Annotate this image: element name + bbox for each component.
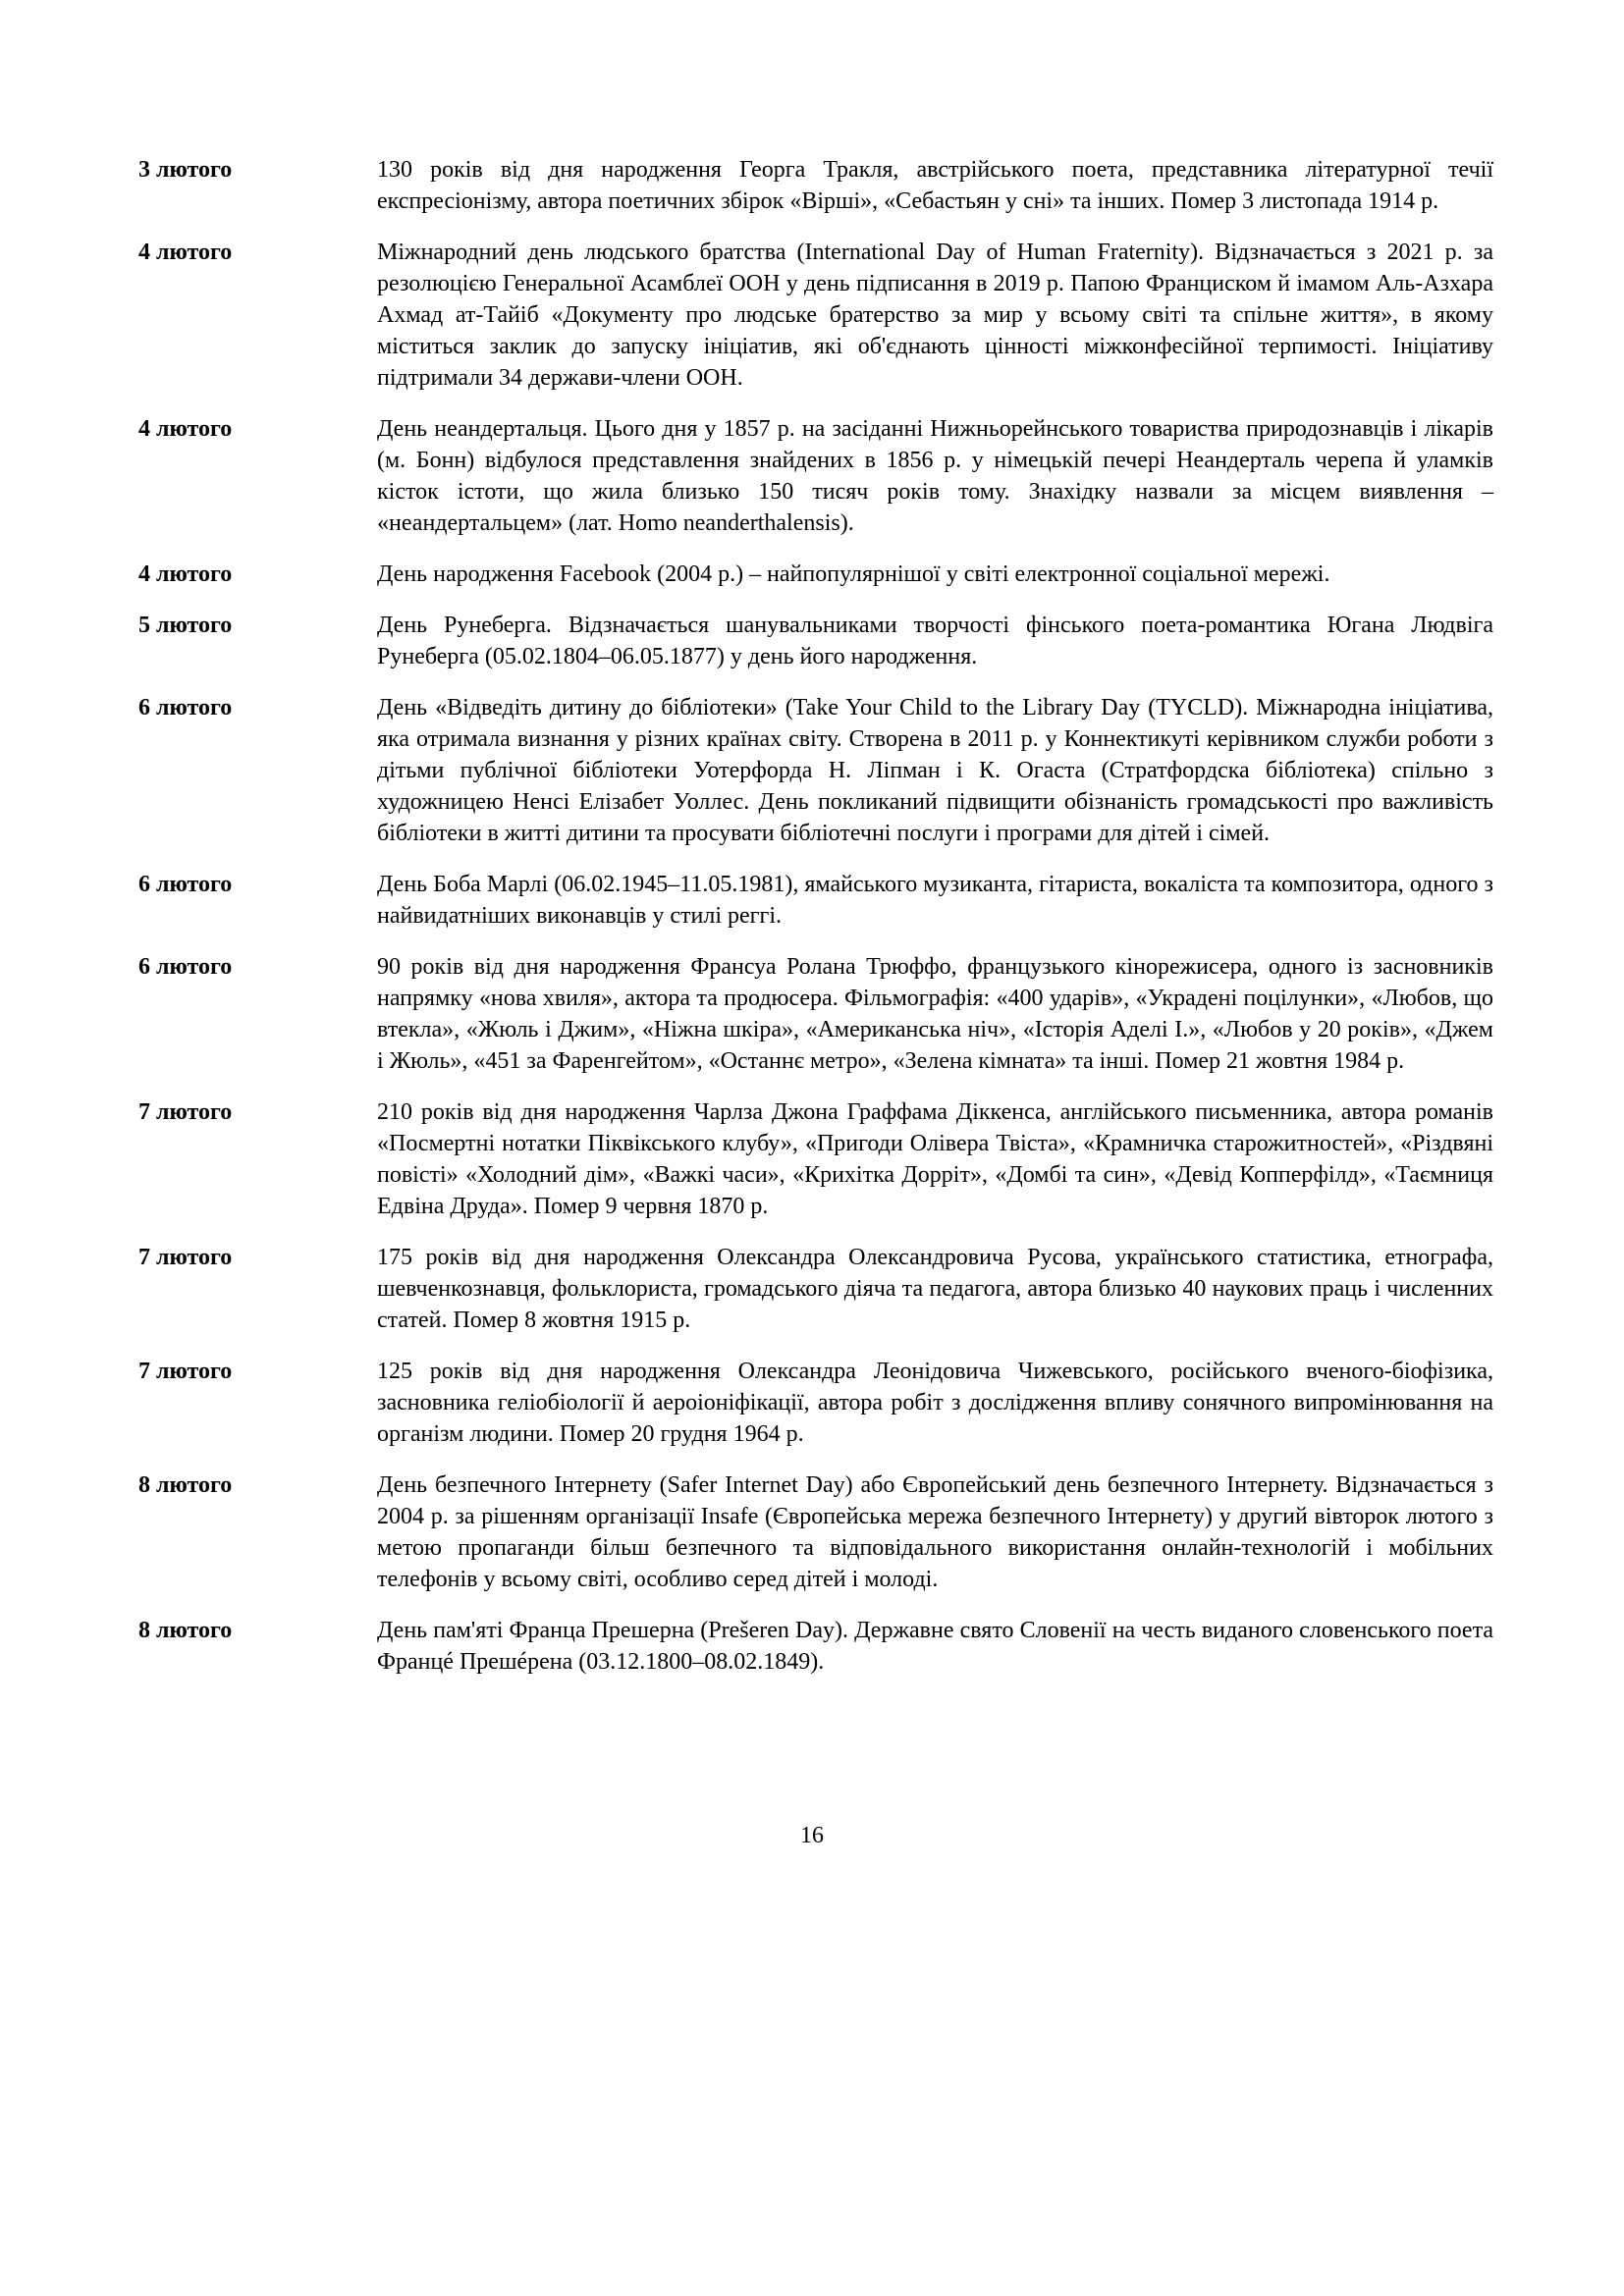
page-number: 16 [800, 1823, 824, 1848]
calendar-entry [138, 237, 1493, 394]
entry-text: День народження Facebook (2004 р.) – найпопулярнішої у світі електронної соціальної мережі. [377, 561, 1330, 587]
calendar-entry [138, 559, 1493, 590]
calendar-entry [138, 1242, 1493, 1336]
entry-date: 6 лютого [138, 695, 233, 721]
entry-text: 130 років від дня народження Георга Тракля, австрійського поета, представника літературної течії експресіонізму, автора поетичних збірок «Вірші», «Себастьян у сні» та інших. Помер 3 листопада 1914 р. [377, 157, 1493, 214]
entry-date: 7 лютого [138, 1099, 233, 1125]
calendar-entry [138, 1469, 1493, 1595]
calendar-entry [138, 1615, 1493, 1678]
entry-date: 3 лютого [138, 157, 233, 183]
calendar-entry [138, 154, 1493, 217]
calendar-page [138, 154, 1493, 1697]
entry-date: 6 лютого [138, 954, 233, 980]
calendar-entry [138, 413, 1493, 539]
entry-text: День неандертальця. Цього дня у 1857 р. на засіданні Нижньорейнського товариства природознавців і лікарів (м. Бонн) відбулося представлення знайдених в 1856 р. у німецькій печері Неандерталь черепа й уламків кісток істоти, що жила близько 150 тисяч років тому. Знахідку назвали за місцем виявлення – «неандертальцем» (лат. Homo neanderthalensis). [377, 416, 1493, 536]
entry-date: 4 лютого [138, 561, 233, 587]
calendar-entry [138, 869, 1493, 932]
calendar-entry [138, 610, 1493, 672]
calendar-entry [138, 1096, 1493, 1222]
entry-date: 4 лютого [138, 416, 233, 442]
calendar-entry [138, 1356, 1493, 1450]
entry-text: 125 років від дня народження Олександра Леонідовича Чижевського, російського вченого-біофізика, засновника геліобіології й аероіоніфікації, автора робіт з дослідження впливу сонячного випромінювання на організм людини. Помер 20 грудня 1964 р. [377, 1359, 1493, 1447]
entry-date: 7 лютого [138, 1359, 233, 1384]
entry-text: Міжнародний день людського братства (International Day of Human Fraternity). Відзначається з 2021 р. за резолюцією Генеральної Асамблеї ООН у день підписання в 2019 р. Папою Франциском й імамом Аль-Азхара Ахмад ат-Тайіб «Документу про людське братерство за мир у всьому світі та спільне життя», в якому міститься заклик до запуску ініціатив, які об'єднають цінності міжконфесійної терпимості. Ініціативу підтримали 34 держави-члени ООН. [377, 240, 1493, 391]
entry-date: 7 лютого [138, 1245, 233, 1270]
calendar-entry [138, 692, 1493, 849]
entry-date: 8 лютого [138, 1618, 233, 1643]
entry-date: 5 лютого [138, 613, 233, 638]
entry-text: 175 років від дня народження Олександра Олександровича Русова, українського статистика, етнографа, шевченкознавця, фольклориста, громадського діяча та педагога, автора близько 40 наукових праць і численних статей. Помер 8 жовтня 1915 р. [377, 1245, 1493, 1333]
entry-text: День безпечного Інтернету (Safer Internet Day) або Європейський день безпечного Інтернету. Відзначається з 2004 р. за рішенням організації Insafe (Європейська мережа безпечного Інтернету) у другий вівторок лютого з метою пропаганди більш безпечного та відповідального використання онлайн-технологій і мобільних телефонів у всьому світі, особливо серед дітей і молоді. [377, 1472, 1493, 1592]
calendar-entry [138, 951, 1493, 1077]
entry-text: День пам'яті Франца Прешерна (Prešeren Day). Державне свято Словенії на честь виданого словенського поета Францé Прешéрена (03.12.1800–08.02.1849). [377, 1618, 1493, 1675]
entry-text: День Рунеберга. Відзначається шанувальниками творчості фінського поета-романтика Югана Людвіга Рунеберга (05.02.1804–06.05.1877) у день його народження. [377, 613, 1493, 669]
entry-text: 210 років від дня народження Чарлза Джона Граффама Діккенса, англійського письменника, автора романів «Посмертні нотатки Піквікського клубу», «Пригоди Олівера Твіста», «Крамничка старожитностей», «Різдвяні повісті» «Холодний дім», «Важкі часи», «Крихітка Доррiт», «Домбі та син», «Девід Копперфілд», «Таємниця Едвіна Друда». Помер 9 червня 1870 р. [377, 1099, 1493, 1219]
entry-date: 4 лютого [138, 240, 233, 265]
entry-text: День «Відведіть дитину до бібліотеки» (Take Your Child to the Library Day (TYCLD). Міжнародна ініціатива, яка отримала визнання у різних країнах світу. Створена в 2011 р. у Коннектикуті керівником служби роботи з дітьми публічної бібліотеки Уотерфорда Н. Ліпман і К. Огаста (Стратфордска бібліотека) спільно з художницею Ненсі Елізабет Уоллес. День покликаний підвищити обізнаність громадськості про важливість бібліотеки в житті дитини та просувати бібліотечні послуги і програми для дітей і сімей. [377, 695, 1493, 846]
entry-text: 90 років від дня народження Франсуа Ролана Трюффо, французького кінорежисера, одного із засновників напрямку «нова хвиля», актора та продюсера. Фільмографія: «400 ударів», «Украдені поцілунки», «Любов, що втекла», «Жюль і Джим», «Ніжна шкіра», «Американська ніч», «Історія Аделі І.», «Любов у 20 років», «Джем і Жюль», «451 за Фаренгейтом», «Останнє метро», «Зелена кімната» та інші. Помер 21 жовтня 1984 р. [377, 954, 1493, 1074]
entry-date: 8 лютого [138, 1472, 233, 1498]
entry-text: День Боба Марлі (06.02.1945–11.05.1981), ямайського музиканта, гітариста, вокаліста та композитора, одного з найвидатніших виконавців у стилі реггі. [377, 872, 1493, 929]
entry-date: 6 лютого [138, 872, 233, 897]
